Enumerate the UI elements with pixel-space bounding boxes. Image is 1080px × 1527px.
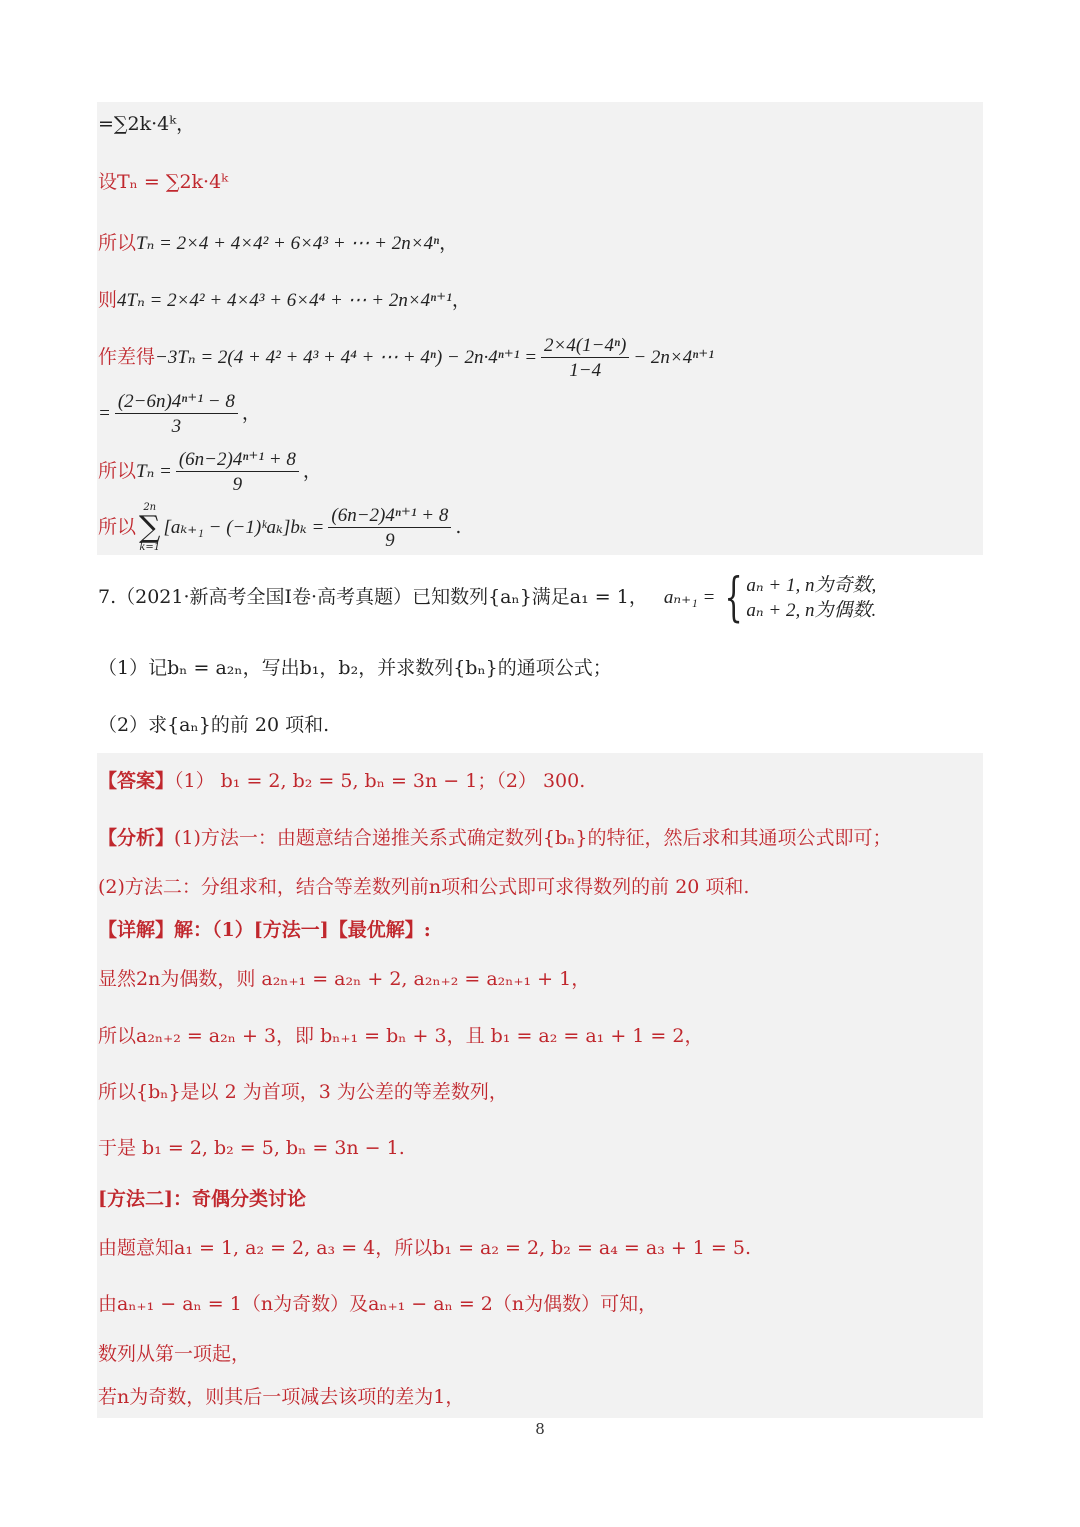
formula-line-3: 所以Tₙ = 2×4 + 4×4² + 6×4³ + ⋯ + 2n×4ⁿ， bbox=[98, 232, 459, 254]
define-tn: 设Tₙ = ∑2k·4ᵏ bbox=[98, 171, 229, 193]
detail-heading: 【详解】解：（1）[方法一]【最优解】: bbox=[98, 919, 431, 941]
detail-line-4: 于是 b₁ = 2, b₂ = 5, bₙ = 3n − 1. bbox=[98, 1137, 405, 1159]
detail-line-5: 由题意知a₁ = 1, a₂ = 2, a₃ = 4，所以b₁ = a₂ = 2, b₂ = a₄ = a₃ + 1 = 5. bbox=[98, 1237, 752, 1259]
formula-line-6: = $\frac{\text{(2−6n)4ⁿ⁺¹ − 8}}{3}$ ， bbox=[98, 391, 261, 437]
detail-line-8: 若n为奇数，则其后一项减去该项的差为1， bbox=[98, 1386, 465, 1408]
fraction: $\frac{\text{(6n−2)4ⁿ⁺¹ + 8}}{9}$ bbox=[328, 506, 451, 550]
detail-line-3: 所以{bₙ}是以 2 为首项，3 为公差的等差数列， bbox=[98, 1081, 508, 1103]
detail-line-6: 由aₙ₊₁ − aₙ = 1（n为奇数）及aₙ₊₁ − aₙ = 2（n为偶数）可知， bbox=[98, 1293, 658, 1315]
detail-line-2: 所以a₂ₙ₊₂ = a₂ₙ + 3，即 bₙ₊₁ = bₙ + 3，且 b₁ = a₂ = a₁ + 1 = 2， bbox=[98, 1025, 704, 1047]
answer-tag: 【答案】 bbox=[98, 770, 175, 792]
formula-line-8: 所以 2n ∑ k=1 [aₖ₊₁ − (−1)ᵏaₖ]bₖ = $\frac{\text{(6n−2)4ⁿ⁺¹ + 8}}{9}$ . bbox=[98, 502, 462, 553]
page-number: 8 bbox=[535, 1420, 545, 1438]
detail-line-1: 显然2n为偶数，则 a₂ₙ₊₁ = a₂ₙ + 2, a₂ₙ₊₂ = a₂ₙ₊₁ + 1， bbox=[98, 968, 591, 990]
formula-line-4: 则4Tₙ = 2×4² + 4×4³ + 6×4⁴ + ⋯ + 2n×4ⁿ⁺¹， bbox=[98, 289, 471, 311]
analysis-tag: 【分析】 bbox=[98, 827, 175, 849]
detail-line-7: 数列从第一项起， bbox=[98, 1343, 251, 1365]
question-2: （2）求{aₙ}的前 20 项和. bbox=[98, 714, 330, 736]
formula-line-2 bbox=[98, 173, 228, 192]
summation-sign: 2n ∑ k=1 bbox=[139, 502, 161, 553]
formula-line-7: 所以Tₙ = $\frac{\text{(6n−2)4ⁿ⁺¹ + 8}}{9}$ ， bbox=[98, 449, 322, 495]
fraction: $\frac{\text{(2−6n)4ⁿ⁺¹ − 8}}{3}$ bbox=[115, 392, 238, 436]
answer-line: 【答案】（1） b₁ = 2, b₂ = 5, bₙ = 3n − 1；（2） 300. bbox=[98, 770, 586, 792]
formula-line-1 bbox=[98, 115, 195, 134]
formula-line-5: 作差得−3Tₙ = 2(4 + 4² + 4³ + 4⁴ + ⋯ + 4ⁿ) − 2n·4ⁿ⁺¹ = $\frac{\text{2×4(1−4ⁿ)}}{1-4}$ − 2n×4ⁿ⁺¹ bbox=[98, 335, 714, 381]
analysis-line-1: 【分析】(1)方法一：由题意结合递推关系式确定数列{bₙ}的特征，然后求和其通项公式即可； bbox=[98, 827, 892, 849]
question-1: （1）记bₙ = a₂ₙ，写出b₁，b₂，并求数列{bₙ}的通项公式； bbox=[98, 657, 612, 679]
piecewise-cases: { aₙ + 1, n为奇数, aₙ + 2, n为偶数. bbox=[724, 568, 877, 628]
sum-expression: =∑2k·4ᵏ， bbox=[98, 113, 196, 135]
fraction: $\frac{\text{2×4(1−4ⁿ)}}{1-4}$ bbox=[541, 336, 629, 380]
problem-stem: 7.（2021·新高考全国I卷·高考真题）已知数列{aₙ}满足a₁ = 1， aₙ₊₁ = { aₙ + 1, n为奇数, aₙ + 2, n为偶数. bbox=[98, 568, 877, 628]
method-two-heading: [方法二]：奇偶分类讨论 bbox=[98, 1188, 306, 1210]
analysis-line-2: (2)方法二：分组求和，结合等差数列前n项和公式即可求得数列的前 20 项和. bbox=[98, 876, 750, 898]
detail-tag: 【详解】 bbox=[98, 919, 175, 941]
fraction: $\frac{\text{(6n−2)4ⁿ⁺¹ + 8}}{9}$ bbox=[176, 450, 299, 494]
